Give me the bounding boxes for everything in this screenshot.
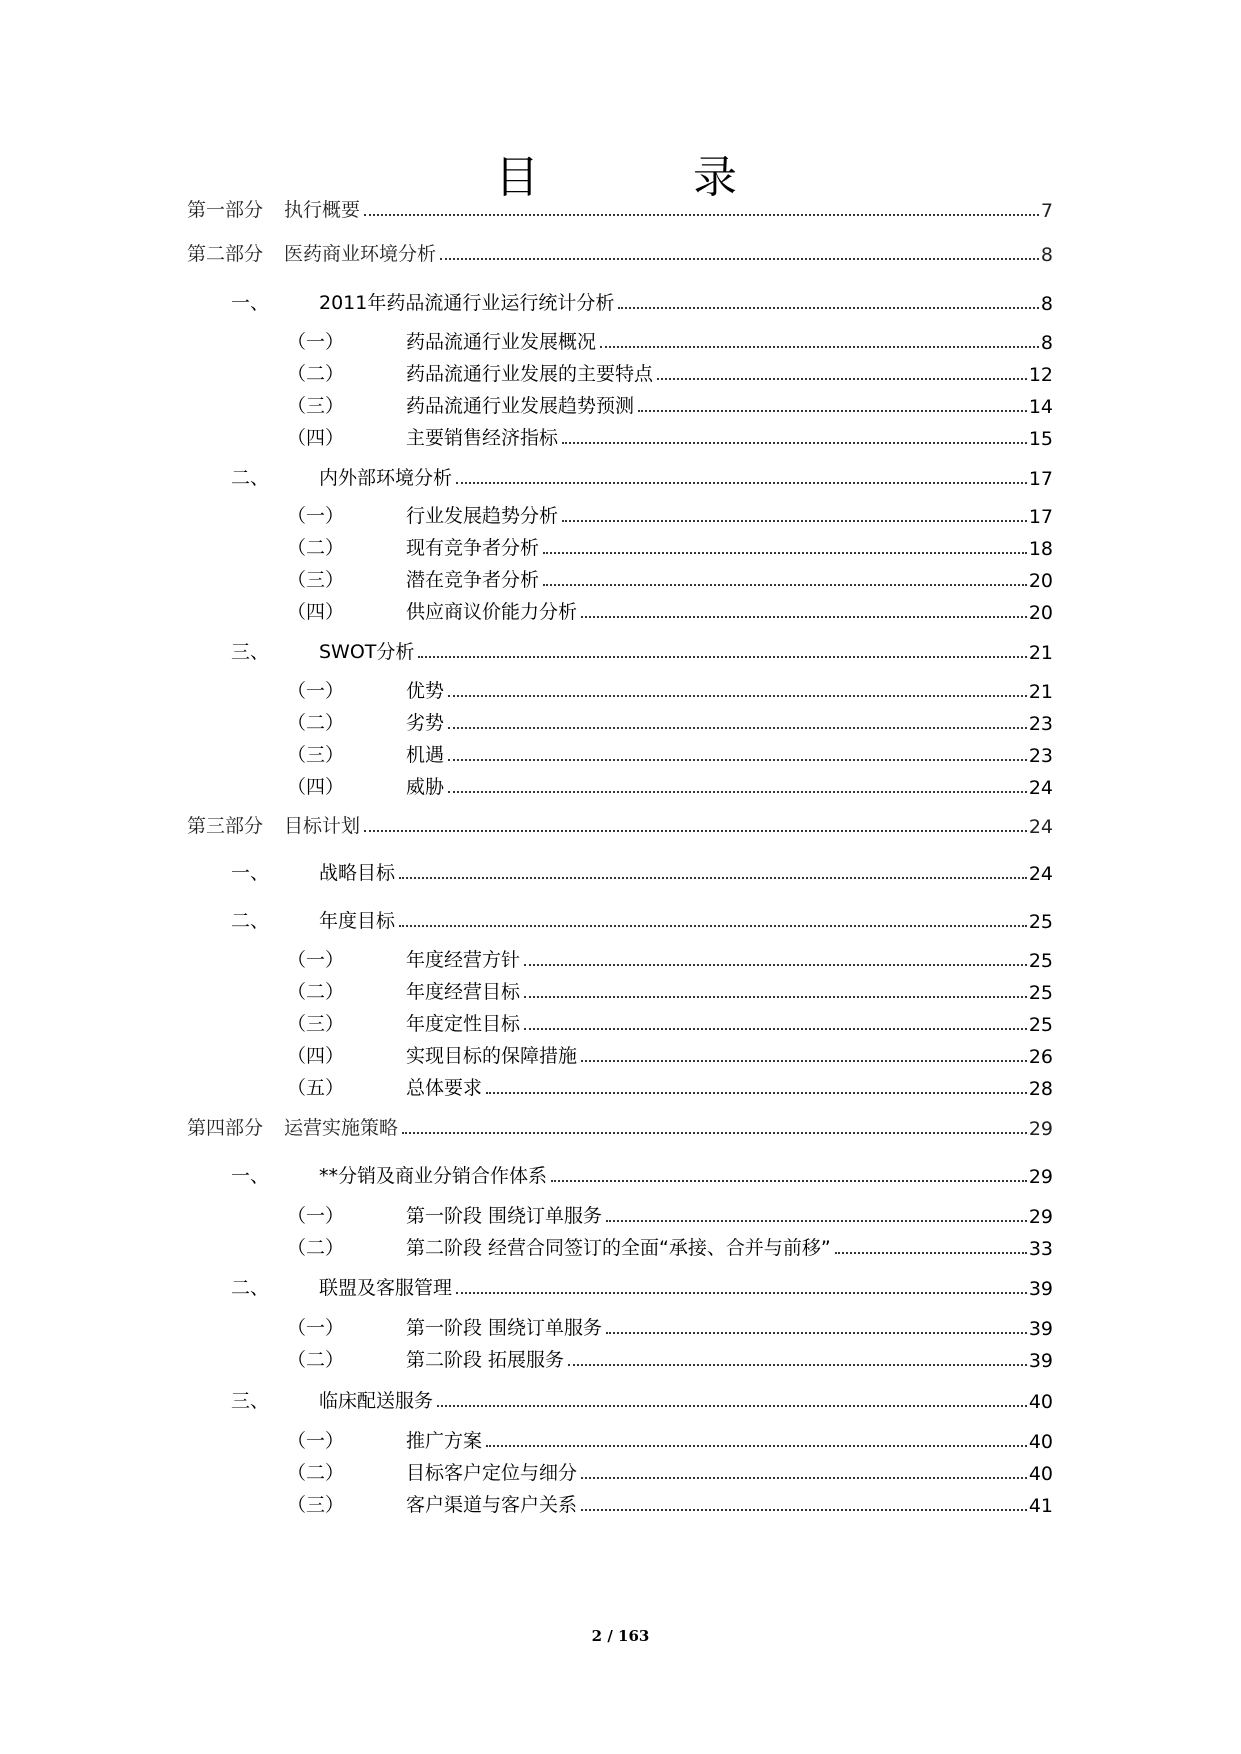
toc-entry-page: 29	[1028, 1206, 1053, 1228]
toc-entry[interactable]	[287, 944, 1053, 972]
dot-leader	[524, 964, 1027, 966]
dot-leader	[551, 1180, 1027, 1182]
dot-leader	[581, 1477, 1027, 1479]
dot-leader	[606, 1332, 1027, 1334]
dot-leader	[606, 1220, 1027, 1222]
toc-entry-title: 供应商议价能力分析	[406, 601, 578, 623]
toc-entry-page: 24	[1028, 777, 1053, 799]
toc-entry-page: 12	[1028, 364, 1053, 386]
toc-entry-title: 潜在竞争者分析	[406, 569, 540, 591]
toc-entry-title: 运营实施策略	[284, 1117, 399, 1139]
toc-entry-page: 25	[1028, 1014, 1053, 1036]
toc-entry-page: 17	[1028, 468, 1053, 490]
dot-leader	[418, 656, 1026, 658]
toc-entry-page: 8	[1040, 332, 1053, 354]
toc-entry[interactable]	[287, 564, 1053, 592]
toc-entry-number: （一）	[287, 331, 345, 353]
toc-entry-number: 第三部分	[187, 815, 264, 837]
toc-entry-page: 7	[1040, 200, 1053, 222]
toc-entry-number: 一、	[231, 862, 270, 884]
toc-entry-page: 8	[1040, 244, 1053, 266]
dot-leader	[562, 442, 1027, 444]
toc-entry[interactable]	[231, 462, 1053, 490]
toc-entry-number: （二）	[287, 981, 345, 1003]
page-number-footer: 2 / 163	[591, 1627, 650, 1645]
toc-entry-title: 内外部环境分析	[319, 467, 453, 489]
toc-entry-number: （三）	[287, 569, 345, 591]
toc-entry-page: 21	[1028, 681, 1053, 703]
toc-entry-number: （二）	[287, 712, 345, 734]
toc-entry-title: 执行概要	[284, 199, 361, 221]
toc-entry-title: 客户渠道与客户关系	[406, 1494, 578, 1516]
toc-entry[interactable]	[287, 596, 1053, 624]
toc-entry-page: 33	[1028, 1238, 1053, 1260]
toc-entry-title: 优势	[406, 680, 445, 702]
toc-entry-number: 第一部分	[187, 199, 264, 221]
toc-entry-title: 威胁	[406, 776, 445, 798]
toc-entry[interactable]	[187, 238, 1053, 266]
dot-leader	[486, 1092, 1027, 1094]
dot-leader	[448, 791, 1027, 793]
toc-entry-number: （一）	[287, 1317, 345, 1339]
dot-leader	[448, 695, 1027, 697]
toc-entry-title: 战略目标	[319, 862, 396, 884]
toc-entry-title: 目标客户定位与细分	[406, 1462, 578, 1484]
toc-entry-number: （四）	[287, 776, 345, 798]
toc-entry-page: 24	[1028, 816, 1053, 838]
toc-entry[interactable]	[187, 194, 1053, 222]
toc-entry[interactable]	[287, 1232, 1053, 1260]
dot-leader	[448, 759, 1027, 761]
toc-entry[interactable]	[287, 1457, 1053, 1485]
toc-entry-number: （二）	[287, 1462, 345, 1484]
dot-leader	[437, 1405, 1027, 1407]
toc-entry-title: 第二阶段 拓展服务	[406, 1349, 565, 1371]
toc-entry[interactable]	[187, 810, 1053, 838]
toc-entry[interactable]	[231, 636, 1053, 664]
toc-entry-title: 第一阶段 围绕订单服务	[406, 1317, 603, 1339]
toc-entry-page: 23	[1028, 713, 1053, 735]
toc-entry-title: 总体要求	[406, 1077, 483, 1099]
toc-entry-title: 药品流通行业发展的主要特点	[406, 363, 654, 385]
dot-leader	[399, 925, 1027, 927]
toc-entry-title: SWOT分析	[319, 641, 415, 663]
dot-leader	[524, 1028, 1027, 1030]
toc-entry-page: 24	[1028, 863, 1053, 885]
toc-entry-number: （一）	[287, 1430, 345, 1452]
toc-entry[interactable]	[231, 1272, 1053, 1300]
toc-entry-page: 39	[1028, 1318, 1053, 1340]
toc-entry-page: 29	[1028, 1166, 1053, 1188]
toc-entry-title: 联盟及客服管理	[319, 1277, 453, 1299]
toc-entry[interactable]	[287, 1008, 1053, 1036]
toc-entry[interactable]	[231, 857, 1053, 885]
toc-entry-title: 药品流通行业发展概况	[406, 331, 597, 353]
title-char-2: 录	[693, 152, 737, 203]
toc-entry-title: 主要销售经济指标	[406, 427, 559, 449]
dot-leader	[486, 1445, 1027, 1447]
toc-entry[interactable]	[187, 1112, 1053, 1140]
toc-entry[interactable]	[287, 675, 1053, 703]
toc-entry-title: 行业发展趋势分析	[406, 505, 559, 527]
toc-entry-title: 2011年药品流通行业运行统计分析	[319, 292, 615, 314]
toc-entry-number: （一）	[287, 680, 345, 702]
toc-entry-title: 临床配送服务	[319, 1390, 434, 1412]
toc-entry-number: （四）	[287, 601, 345, 623]
toc-entry-number: （二）	[287, 1237, 345, 1259]
toc-entry-number: （三）	[287, 395, 345, 417]
dot-leader	[456, 1292, 1027, 1294]
dot-leader	[581, 616, 1027, 618]
toc-entry-title: 医药商业环境分析	[284, 243, 437, 265]
toc-entry-title: 年度定性目标	[406, 1013, 521, 1035]
toc-entry[interactable]	[287, 1040, 1053, 1068]
toc-entry[interactable]	[231, 1385, 1053, 1413]
toc-entry-title: 机遇	[406, 744, 445, 766]
toc-entry[interactable]	[287, 390, 1053, 418]
dot-leader	[618, 307, 1039, 309]
toc-entry-page: 26	[1028, 1046, 1053, 1068]
dot-leader	[657, 378, 1027, 380]
toc-entry[interactable]	[287, 739, 1053, 767]
toc-entry-title: **分销及商业分销合作体系	[319, 1165, 548, 1187]
toc-entry-number: （三）	[287, 744, 345, 766]
toc-entry-number: 第四部分	[187, 1117, 264, 1139]
toc-entry-page: 20	[1028, 602, 1053, 624]
dot-leader	[399, 877, 1027, 879]
toc-entry-title: 劣势	[406, 712, 445, 734]
toc-entry-page: 29	[1028, 1118, 1053, 1140]
toc-entry-number: （二）	[287, 363, 345, 385]
toc-entry[interactable]	[287, 1344, 1053, 1372]
dot-leader	[581, 1509, 1027, 1511]
toc-entry-number: （一）	[287, 1205, 345, 1227]
toc-entry-number: 三、	[231, 1390, 270, 1412]
toc-entry-title: 年度经营目标	[406, 981, 521, 1003]
toc-entry-number: （二）	[287, 537, 345, 559]
toc-entry-number: 一、	[231, 292, 270, 314]
toc-entry-number: 三、	[231, 641, 270, 663]
title-char-1: 目	[495, 152, 539, 203]
toc-entry-title: 现有竞争者分析	[406, 537, 540, 559]
toc-entry-page: 23	[1028, 745, 1053, 767]
toc-entry-title: 第一阶段 围绕订单服务	[406, 1205, 603, 1227]
toc-entry[interactable]	[287, 976, 1053, 1004]
toc-entry[interactable]	[287, 1425, 1053, 1453]
toc-entry-title: 实现目标的保障措施	[406, 1045, 578, 1067]
dot-leader	[562, 520, 1027, 522]
toc-entry-page: 8	[1040, 293, 1053, 315]
toc-entry[interactable]	[287, 532, 1053, 560]
toc-entry-title: 药品流通行业发展趋势预测	[406, 395, 635, 417]
toc-entry-number: 二、	[231, 467, 270, 489]
toc-entry-number: 二、	[231, 1277, 270, 1299]
toc-entry-page: 20	[1028, 570, 1053, 592]
dot-leader	[524, 996, 1027, 998]
toc-entry-title: 目标计划	[284, 815, 361, 837]
toc-entry[interactable]	[287, 1200, 1053, 1228]
dot-leader	[456, 482, 1027, 484]
toc-entry[interactable]	[287, 1489, 1053, 1517]
dot-leader	[835, 1252, 1027, 1254]
dot-leader	[364, 830, 1027, 832]
toc-entry-number: （一）	[287, 505, 345, 527]
toc-entry[interactable]	[287, 500, 1053, 528]
toc-entry-page: 21	[1028, 642, 1053, 664]
dot-leader	[543, 584, 1027, 586]
toc-entry-number: （四）	[287, 1045, 345, 1067]
toc-entry-page: 40	[1028, 1431, 1053, 1453]
toc-entry-page: 40	[1028, 1391, 1053, 1413]
toc-entry-number: 二、	[231, 910, 270, 932]
toc-entry-number: （三）	[287, 1494, 345, 1516]
dot-leader	[440, 258, 1039, 260]
toc-entry-page: 41	[1028, 1495, 1053, 1517]
toc-entry-page: 15	[1028, 428, 1053, 450]
dot-leader	[402, 1132, 1027, 1134]
toc-entry[interactable]	[287, 358, 1053, 386]
dot-leader	[638, 410, 1027, 412]
dot-leader	[364, 214, 1039, 216]
dot-leader	[448, 727, 1027, 729]
dot-leader	[543, 552, 1027, 554]
toc-entry-number: （二）	[287, 1349, 345, 1371]
toc-entry-page: 40	[1028, 1463, 1053, 1485]
toc-entry-number: （一）	[287, 949, 345, 971]
toc-entry[interactable]	[287, 326, 1053, 354]
toc-entry[interactable]	[287, 1072, 1053, 1100]
toc-entry-page: 39	[1028, 1350, 1053, 1372]
toc-entry-number: （四）	[287, 427, 345, 449]
toc-entry[interactable]	[287, 771, 1053, 799]
toc-entry-title: 第二阶段 经营合同签订的全面“承接、合并与前移”	[406, 1237, 831, 1259]
toc-entry-number: （三）	[287, 1013, 345, 1035]
toc-entry[interactable]	[287, 1312, 1053, 1340]
toc-entry[interactable]	[287, 422, 1053, 450]
toc-entry[interactable]	[231, 1160, 1053, 1188]
toc-entry-page: 25	[1028, 911, 1053, 933]
toc-entry-number: 第二部分	[187, 243, 264, 265]
toc-entry-page: 25	[1028, 982, 1053, 1004]
toc-entry-page: 28	[1028, 1078, 1053, 1100]
dot-leader	[581, 1060, 1027, 1062]
dot-leader	[600, 346, 1039, 348]
toc-entry-title: 年度目标	[319, 910, 396, 932]
toc-entry-title: 年度经营方针	[406, 949, 521, 971]
toc-entry[interactable]	[231, 905, 1053, 933]
toc-entry-page: 39	[1028, 1278, 1053, 1300]
toc-entry-title: 推广方案	[406, 1430, 483, 1452]
toc-entry-page: 14	[1028, 396, 1053, 418]
toc-entry-page: 18	[1028, 538, 1053, 560]
toc-entry-page: 25	[1028, 950, 1053, 972]
toc-entry[interactable]	[287, 707, 1053, 735]
dot-leader	[568, 1364, 1027, 1366]
toc-entry-page: 17	[1028, 506, 1053, 528]
toc-entry-number: （五）	[287, 1077, 345, 1099]
toc-entry-number: 一、	[231, 1165, 270, 1187]
toc-entry[interactable]	[231, 287, 1053, 315]
